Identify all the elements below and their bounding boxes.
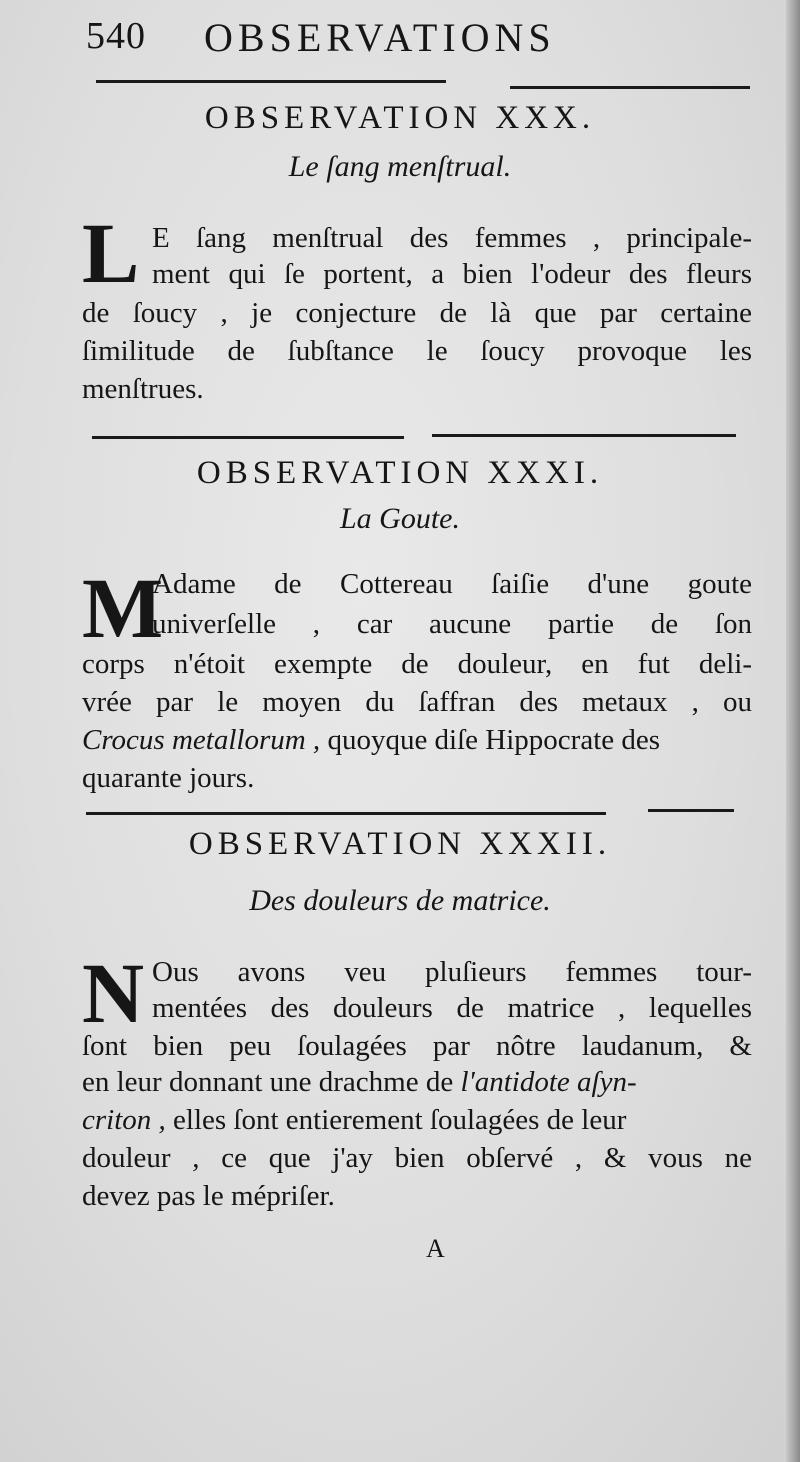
text-line: ment qui ſe portent, a bien l'odeur des fleurs <box>152 258 752 290</box>
text-line: menſtrues. <box>82 373 204 405</box>
section-rule-left <box>86 812 606 815</box>
text-line: douleur , ce que j'ay bien obſervé , & vous ne <box>82 1142 752 1174</box>
running-title: OBSERVATIONS <box>204 15 556 60</box>
text-line: univerſelle , car aucune partie de ſon <box>152 608 752 640</box>
text-segment: elles ſont entierement ſoulagées de leur <box>173 1104 627 1136</box>
text-segment: quoyque diſe Hippocrate des <box>327 724 661 756</box>
text-line: devez pas le mépriſer. <box>82 1180 335 1212</box>
drop-capital: L <box>82 205 140 301</box>
drop-capital: M <box>82 560 164 656</box>
signature-mark: A <box>426 1234 445 1263</box>
page-edge-shadow <box>786 0 800 1462</box>
text-line: quarante jours. <box>82 762 255 794</box>
text-line: corps n'étoit exempte de douleur, en fut deli- <box>82 648 752 680</box>
text-line: mentées des douleurs de matrice , lequelles <box>152 992 752 1024</box>
remedy-name: l'antidote aſyn- <box>460 1066 637 1098</box>
section-rule-right <box>648 809 734 812</box>
text-line <box>82 1064 752 1100</box>
drop-capital: N <box>82 945 145 1041</box>
text-line: Adame de Cottereau ſaiſie d'une goute <box>152 568 752 600</box>
text-line: E ſang menſtrual des femmes , principale- <box>152 222 752 254</box>
remedy-name: criton , <box>82 1104 166 1136</box>
text-line: de ſoucy , je conjecture de là que par certaine <box>82 297 752 329</box>
section-rule-right <box>432 434 736 437</box>
section-rule-left <box>92 436 404 439</box>
text-segment: en leur donnant une drachme de <box>82 1066 454 1098</box>
text-line: vrée par le moyen du ſaffran des metaux , ou <box>82 686 752 718</box>
text-line <box>82 722 752 758</box>
observation-subtitle: La Goute. <box>340 502 460 535</box>
page-number: 540 <box>86 15 146 57</box>
text-line: Ous avons veu pluſieurs femmes tour- <box>152 956 752 988</box>
text-line: ſont bien peu ſoulagées par nôtre laudanum, & <box>82 1030 752 1062</box>
header-rule-right <box>510 86 750 89</box>
observation-heading: OBSERVATION XXXII. <box>188 826 612 862</box>
text-line: ſimilitude de ſubſtance le ſoucy provoque les <box>82 335 752 367</box>
observation-subtitle: Le ſang menſtrual. <box>288 150 512 183</box>
observation-heading: OBSERVATION XXX. <box>204 100 596 136</box>
header-rule-left <box>96 80 446 83</box>
latin-term: Crocus metallorum , <box>82 724 321 756</box>
observation-heading: OBSERVATION XXXI. <box>196 455 604 491</box>
page-header <box>86 14 686 64</box>
observation-subtitle: Des douleurs de matrice. <box>249 884 551 917</box>
text-line <box>82 1102 752 1138</box>
